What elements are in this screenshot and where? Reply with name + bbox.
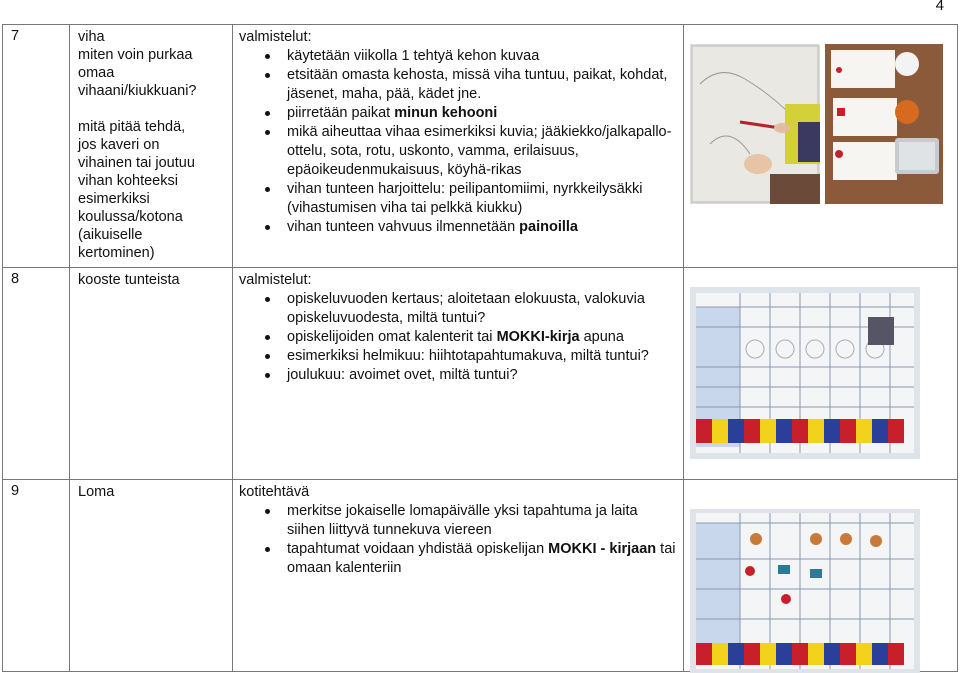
topic-line: esimerkiksi [78, 191, 150, 207]
topic-line: kertominen) [78, 245, 155, 261]
section-label: kotitehtävä [239, 484, 310, 500]
lesson-plan-table [2, 24, 958, 672]
list-item: merkitse jokaiselle lomapäivälle yksi tapahtuma ja laita siihen liittyvä tunnekuva viereen [287, 502, 679, 540]
photo-holiday-calendar [690, 509, 920, 673]
item-text: piirretään paikat [287, 105, 395, 121]
item-text: vihan tunteen vahvuus ilmennetään [287, 219, 520, 235]
row-content [233, 268, 684, 480]
section-label: valmistelut: [239, 29, 312, 45]
page-number: 4 [935, 0, 944, 14]
topic-line: koulussa/kotona [78, 209, 183, 225]
bullet-list [239, 290, 679, 385]
list-item: vihan tunteen harjoittelu: peilipantomiimi, nyrkkeilysäkki (vihastumisen viha tai pelkkä kiukku) [287, 180, 679, 218]
row-image-cell [684, 268, 958, 480]
photo-child-drawing [690, 44, 820, 204]
item-bold-text: MOKKI - kirjaan [548, 541, 657, 557]
list-item [287, 540, 679, 578]
item-text: apuna [579, 329, 624, 345]
topic-line: vihainen tai joutuu [78, 155, 195, 171]
section-label: valmistelut: [239, 272, 312, 288]
row-image-cell [684, 480, 958, 672]
list-item: etsitään omasta kehosta, missä viha tuntuu, paikat, kohdat, jäsenet, maha, pää, kädet jne. [287, 66, 679, 104]
bullet-list [239, 502, 679, 578]
item-bold-text: painoilla [519, 219, 578, 235]
list-item: käytetään viikolla 1 tehtyä kehon kuvaa [287, 47, 679, 66]
topic-line: kooste tunteista [78, 272, 180, 288]
photo-calendar-chart [690, 287, 920, 459]
list-item: esimerkiksi helmikuu: hiihtotapahtumakuva, miltä tuntui? [287, 347, 679, 366]
list-item: mikä aiheuttaa vihaa esimerkiksi kuvia; jääkiekko/jalkapallo-ottelu, sota, rotu, uskonto, vamma, erilaisuus, epäoikeudenmukaisuus, köyhä-rikas [287, 123, 679, 180]
list-item: opiskeluvuoden kertaus; aloitetaan elokuusta, valokuvia opiskeluvuodesta, miltä tuntui? [287, 290, 679, 328]
row-number: 7 [3, 25, 70, 268]
topic-line: omaa [78, 65, 115, 81]
item-bold-text: minun kehooni [394, 105, 498, 121]
topic-line: jos kaveri on [78, 137, 160, 153]
item-text: tapahtumat voidaan yhdistää opiskelijan [287, 541, 549, 557]
topic-line: miten voin purkaa [78, 47, 193, 63]
list-item [287, 218, 679, 237]
row-number: 9 [3, 480, 70, 672]
topic-line: vihan kohteeksi [78, 173, 178, 189]
item-bold-text: MOKKI-kirja [496, 329, 580, 345]
row-topic [70, 480, 233, 672]
topic-line: viha [78, 29, 105, 45]
item-text: opiskelijoiden omat kalenterit tai [287, 329, 497, 345]
table-row-9 [3, 480, 958, 672]
topic-line: Loma [78, 484, 115, 500]
bullet-list [239, 47, 679, 237]
row-image-cell [684, 25, 958, 268]
table-row-8 [3, 268, 958, 480]
topic-line: (aikuiselle [78, 227, 143, 243]
list-item: joulukuu: avoimet ovet, miltä tuntui? [287, 366, 679, 385]
row-topic [70, 25, 233, 268]
topic-line: mitä pitää tehdä, [78, 119, 186, 135]
table-row-7 [3, 25, 958, 268]
row-content [233, 480, 684, 672]
row-content [233, 25, 684, 268]
topic-line: vihaani/kiukkuani? [78, 83, 197, 99]
row-topic [70, 268, 233, 480]
list-item [287, 104, 679, 123]
topic-spacer [78, 100, 228, 118]
item-text: tai omaan kalenteriin [287, 541, 676, 576]
row-number: 8 [3, 268, 70, 480]
photo-feeling-cards [825, 44, 943, 204]
list-item [287, 328, 679, 347]
